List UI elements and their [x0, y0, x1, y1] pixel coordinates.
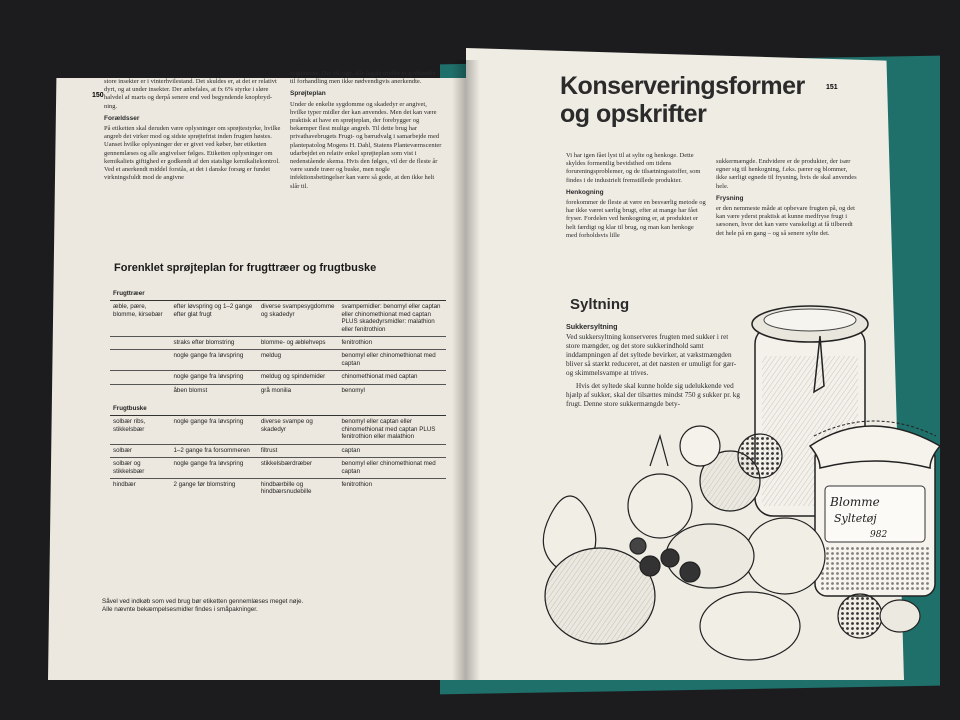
table-title: Forenklet sprøjteplan for frugttræer og frugtbuske [114, 262, 377, 274]
jar-label-line-1: Blomme [830, 495, 880, 509]
left-col2-heading: Sprøjteplan [290, 90, 326, 98]
right-col1 [566, 152, 706, 244]
right-col2-body: er den nemmeste måde at opbevare frugten på, og det kan være yderst praktisk at kunne medfryse frugt i sæsonen, hvor det kan være vanskeligt at få tilberedt det hele på en gang – og så senere sylte det. [716, 205, 855, 237]
table-row [110, 301, 446, 337]
fruit-trees-group-header [110, 282, 446, 301]
remedy-cell: chinomethionat med captan [338, 371, 446, 384]
chapter-title-line-1: Konserveringsformer [560, 72, 805, 100]
section-body-2: Hvis det syltede skal kunne holde sig udelukkende ved hjælp af sukker, skal der tilsættes mindst 750 g sukker pr. kg frugt. Denne store sukkermængde bety- [566, 382, 740, 408]
remedy-cell: svampemidler: benomyl eller captan eller chinomethionat med captan PLUS skadedyrsmidler: malathion eller fenitrothion [338, 301, 446, 337]
timing-cell: efter løvspring og 1–2 gange efter glat frugt [170, 301, 257, 337]
left-col2-top: sygdomme. Det vil sige, alle lagale midler er godkendte til forhandling men ikke nødvendigvis anerkendte. [290, 70, 436, 86]
plant-cell [110, 350, 170, 371]
plant-cell: æble, pære, blomme, kirsebær [110, 301, 170, 337]
left-page-number: 150 [92, 92, 104, 99]
pest-cell: diverse svampesygdomme og skadedyr [258, 301, 339, 337]
table-row [110, 371, 446, 384]
remedy-cell: benomyl eller chinomethionat med captan [338, 350, 446, 371]
timing-cell: nogle gange fra løvspring [170, 458, 257, 479]
timing-cell: åben blomst [170, 384, 257, 397]
remedy-cell: benomyl eller captan eller chinomethionat med captan PLUS fenitrothion eller malathion [338, 416, 446, 444]
timing-cell: nogle gange fra løvspring [170, 371, 257, 384]
table-row [110, 416, 446, 444]
remedy-cell: captan [338, 444, 446, 457]
table-row [110, 478, 446, 498]
table-row [110, 337, 446, 350]
timing-cell: 1–2 gange fra forsommeren [170, 444, 257, 457]
section-subheading: Sukkersyltning [566, 322, 618, 331]
footnote-line-1: Såvel ved indkøb som ved brug bør etiketten gennemlæses meget nøje. [102, 598, 304, 605]
pest-cell: grå monilia [258, 384, 339, 397]
timing-cell: straks efter blomstring [170, 337, 257, 350]
pest-cell: meldug [258, 350, 339, 371]
left-col2 [290, 70, 442, 195]
right-col1-heading: Henkogning [566, 188, 604, 196]
pest-cell: meldug og spindemider [258, 371, 339, 384]
plant-cell: hindbær [110, 478, 170, 498]
spray-plan-table [110, 282, 446, 499]
table-row [110, 350, 446, 371]
right-col2-top: sukkermængde. Endvidere er de produkter, der især egner sig til henkogning, f.eks. pærer og blommer, ikke særligt egnede til frysning, hvis de skal anvendes hele. [716, 158, 857, 190]
pest-cell: stikkelsbærdræber [258, 458, 339, 479]
timing-cell: nogle gange fra løvspring [170, 416, 257, 444]
left-footnote [102, 598, 442, 614]
plant-cell: solbær ribs, stikkelsbær [110, 416, 170, 444]
pest-cell: diverse svampe og skadedyr [258, 416, 339, 444]
fruit-trees-group-label: Frugttræer [113, 290, 145, 297]
table-row [110, 458, 446, 479]
remedy-cell: benomyl [338, 384, 446, 397]
pest-cell: filtrust [258, 444, 339, 457]
left-col1-heading: Forældsser [104, 114, 140, 122]
right-col1-body: forekommer de fleste at være en besværlig metode og har ikke været særlig brugt, efter at mange har fået fryser. Fordelen ved henkogning er, at produktet er helt færdigt og klar til brug, og man kan henkoge med forholdsvis lille [566, 199, 706, 239]
left-col1-body: På etiketten skal deruden være oplysninger om sprøjtestyrke, hvilke angreb det virker mod og sidste sprøjtefrist inden frugten høstes. Uanset hvilke oplysninger der er givet ved køber, bør etiketten gennemlæses og alle angivelser følges. Etiketten oplysninger om kemikaliets giftighed er godkendt af den statslige kemikaliekontrol. Ved et anerkendt middel forstås, at det i danske forsøg er fundet virkningsfuldt mod de angivne [104, 125, 281, 182]
right-col1-intro: Vi har igen fået lyst til at sylte og henkoge. Dette skyldes formentlig bevidsthed om tidens forureningsproblemer, og de tilsætningsstoffer, som findes i de industrielt fremstillede produkter. [566, 152, 701, 184]
timing-cell: nogle gange fra løvspring [170, 350, 257, 371]
right-col2-heading: Frysning [716, 194, 744, 202]
left-col1-top: store insekter er i vinterhvilestand. Det skuldes er, at det er relativt dyrt, og at under insekter. Der anbefales, at fx 6% styrke i sløre halvdel af marts og derpå senere end ved begyndende knopbryd-ning. [104, 78, 277, 110]
pest-cell: hindbærbille og hindbærsnudebille [258, 478, 339, 498]
table-row [110, 444, 446, 457]
section-title: Syltning [570, 296, 630, 313]
plant-cell [110, 384, 170, 397]
table-row [110, 384, 446, 397]
remedy-cell: benomyl eller chinomethionat med captan [338, 458, 446, 479]
jar-label-line-3: 982 [870, 530, 888, 540]
plant-cell: solbær og stikkelsbær [110, 458, 170, 479]
right-col2 [716, 158, 860, 242]
remedy-cell: fenitrothion [338, 478, 446, 498]
fruit-bushes-group-header [110, 397, 446, 416]
section-body-1: Ved sukkersyltning konserveres frugten med sukker i ret store mængder, og det store sukkerindhold samt inddampningen af det syltede bevirker, at vækstmængden bliver så stærkt reduceret, at det næsten er umuligt for gær- og skimmelsvampe at trives. [566, 333, 737, 377]
remedy-cell: fenitrothion [338, 337, 446, 350]
book-gutter-shadow [452, 60, 480, 680]
timing-cell: 2 gange før blomstring [170, 478, 257, 498]
fruit-jar-illustration [530, 296, 940, 676]
pest-cell: blomme- og æblehveps [258, 337, 339, 350]
jar-label-line-2: Syltetøj [834, 512, 877, 525]
footnote-line-2: Alle nævnte bekæmpelsesmidler findes i småpakninger. [102, 606, 258, 613]
plant-cell [110, 371, 170, 384]
right-page-number: 151 [826, 84, 838, 91]
left-col1 [104, 78, 284, 186]
chapter-title [560, 72, 805, 128]
plant-cell [110, 337, 170, 350]
fruit-bushes-group-label: Frugtbuske [113, 405, 147, 413]
left-col2-body: Under de enkelte sygdomme og skadedyr er angivet, hvilke typer midler der kan anvendes. Men det kan være praktisk at have en sprøjteplan, der forebygger og bekæmper flest mulige angreb. Til dette brug har privathavebrugets Frugt- og bærudvalg i samarbejde med plantepatolog Mogens H. Dahl, Statens Planteværnscenter udarbejdet en relativ enkel sprøjteplan som vist i nedenstående skema. Hvis den følges, vil der de fleste år være sunde træer og buske, men nogle infektionsbetingelser kan være så gode, at den ikke helt slår til. [290, 100, 442, 190]
plant-cell: solbær [110, 444, 170, 457]
chapter-title-line-2: og opskrifter [560, 100, 707, 128]
